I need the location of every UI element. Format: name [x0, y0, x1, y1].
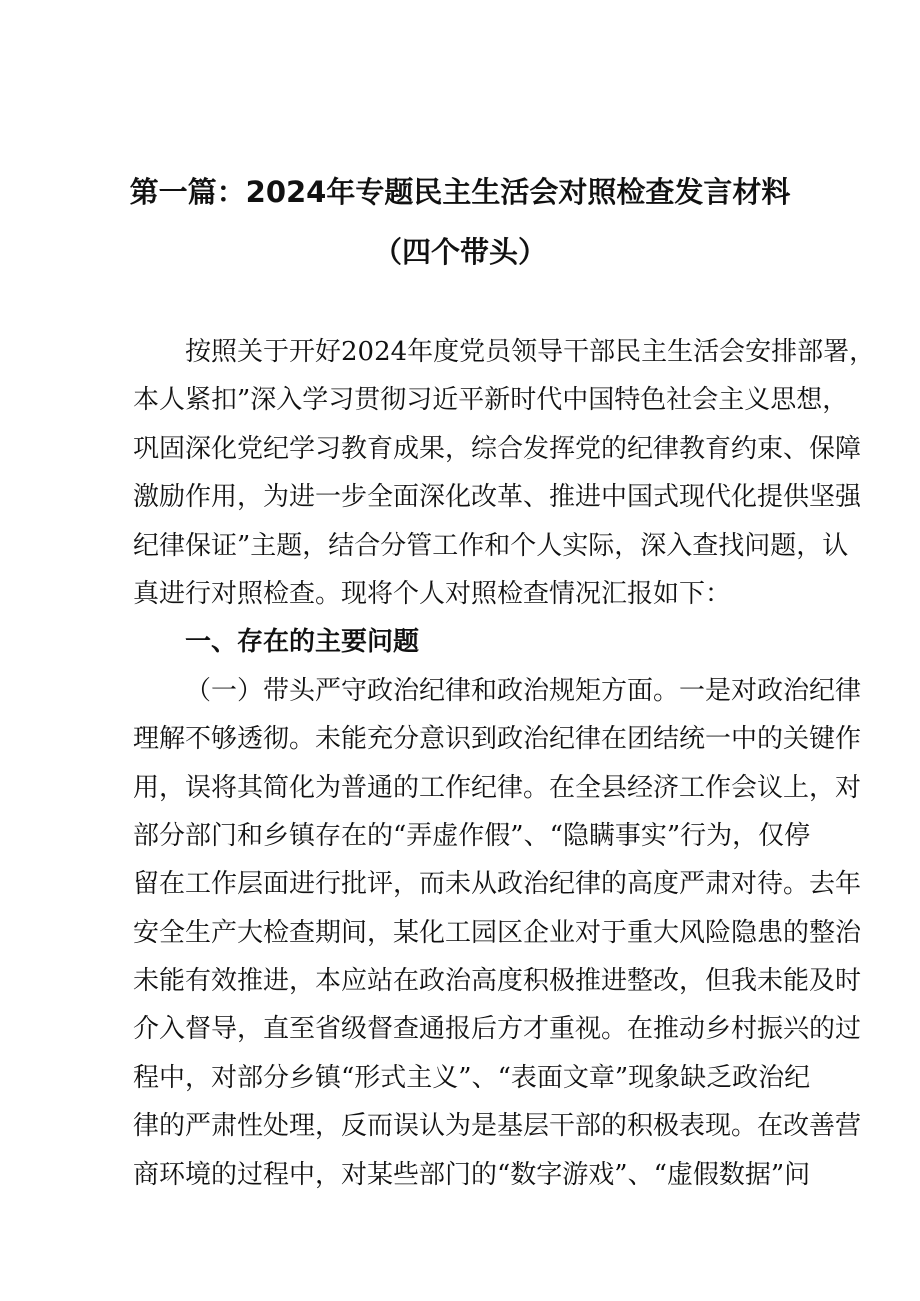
paragraph-line: 商环境的过程中，对某些部门的“数字游戏”、“虚假数据”问 — [133, 1159, 811, 1190]
paragraph-line: 纪律保证”主题，结合分管工作和个人实际，深入查找问题，认 — [133, 530, 849, 561]
paragraph-line: 激励作用，为进一步全面深化改革、推进中国式现代化提供坚强 — [133, 482, 862, 513]
document-body — [133, 328, 876, 1199]
paragraph-line: 安全生产大检查期间，某化工园区企业对于重大风险隐患的整治 — [133, 917, 862, 948]
paragraph-line: 留在工作层面进行批评，而未从政治纪律的高度严肃对待。去年 — [133, 869, 862, 900]
paragraph-line: （一）带头严守政治纪律和政治规矩方面。一是对政治纪律 — [185, 675, 862, 706]
paragraph-line: 理解不够透彻。未能充分意识到政治纪律在团结统一中的关键作 — [133, 724, 862, 755]
paragraph-line: 律的严肃性处理，反而误认为是基层干部的积极表现。在改善营 — [133, 1111, 862, 1142]
document-subtitle: （四个带头） — [372, 235, 547, 269]
paragraph-line: 程中，对部分乡镇“形式主义”、“表面文章”现象缺乏政治纪 — [133, 1062, 811, 1093]
paragraph-line: 本人紧扣”深入学习贯彻习近平新时代中国特色社会主义思想， — [133, 385, 849, 416]
paragraph-line: 部分部门和乡镇存在的“弄虚作假”、“隐瞒事实”行为，仅停 — [133, 820, 811, 851]
paragraph-line: 介入督导，直至省级督查通报后方才重视。在推动乡村振兴的过 — [133, 1014, 862, 1045]
paragraph-line: 巩固深化党纪学习教育成果，综合发挥党的纪律教育约束、保障 — [133, 433, 862, 464]
paragraph-line: 真进行对照检查。现将个人对照检查情况汇报如下： — [133, 578, 732, 609]
paragraph-line: 用，误将其简化为普通的工作纪律。在全县经济工作会议上，对 — [133, 772, 862, 803]
document-title: 第一篇：2024年专题民主生活会对照检查发言材料 — [129, 175, 791, 209]
paragraph-line: 未能有效推进，本应站在政治高度积极推进整改，但我未能及时 — [133, 966, 862, 997]
section-heading: 一、存在的主要问题 — [185, 627, 420, 658]
paragraph-line: 按照关于开好2024年度党员领导干部民主生活会安排部署， — [185, 337, 876, 367]
